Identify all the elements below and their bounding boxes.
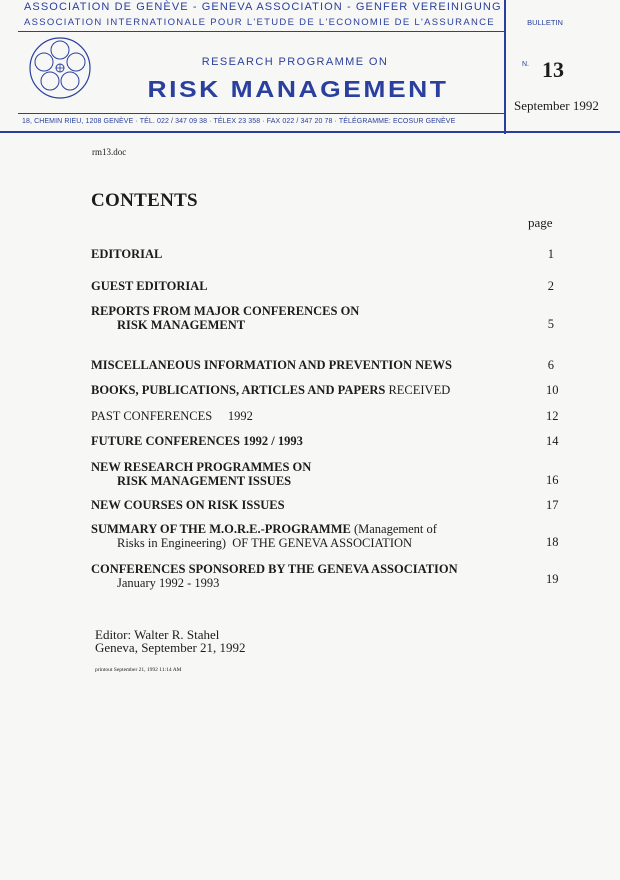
toc-entry-title-continued: RISK MANAGEMENT ISSUES — [117, 474, 292, 488]
file-name: rm13.doc — [92, 147, 127, 157]
geneva-association-logo-icon — [28, 36, 92, 100]
association-subtitle: ASSOCIATION INTERNATIONALE POUR L'ETUDE DE L'ECONOMIE DE L'ASSURANCE — [24, 17, 495, 28]
toc-entry-page: 16 — [546, 473, 559, 487]
toc-entry-page: 5 — [547, 317, 554, 331]
toc-entry-page: 14 — [546, 434, 559, 448]
bulletin-label: BULLETIN — [527, 18, 563, 27]
toc-entry-page: 17 — [546, 498, 559, 512]
toc-entry — [91, 498, 561, 513]
toc-entry-title: BOOKS, PUBLICATIONS, ARTICLES AND PAPERS — [91, 383, 386, 397]
toc-entry-title: NEW COURSES ON RISK ISSUES — [91, 498, 285, 512]
toc-entry — [91, 460, 561, 488]
toc-entry-title-plain: PAST CONFERENCES 1992 — [91, 409, 253, 423]
toc-entry-title-continued: Risks in Engineering) OF THE GENEVA ASSOCIATION — [117, 536, 413, 550]
toc-entry-page: 19 — [546, 572, 559, 586]
toc-entry — [91, 434, 561, 449]
toc-entry-page: 1 — [547, 247, 554, 261]
programme-label: RESEARCH PROGRAMME ON — [201, 56, 389, 68]
bulletin-title: RISK MANAGEMENT — [147, 76, 449, 102]
toc-entry — [91, 247, 561, 262]
toc-entry — [91, 279, 561, 294]
toc-entry-page: 2 — [547, 279, 554, 293]
toc-entry-page: 18 — [546, 535, 559, 549]
header-base-rule — [0, 131, 620, 133]
toc-entry-page: 10 — [546, 383, 559, 397]
header-top-rule — [18, 31, 504, 32]
printout-timestamp: printout September 21, 1992 11:14 AM — [95, 667, 182, 673]
letterhead — [0, 0, 620, 134]
toc-entry — [91, 522, 561, 550]
toc-entry — [91, 409, 561, 424]
contents-heading: CONTENTS — [91, 190, 198, 211]
issue-number: 13 — [542, 57, 564, 82]
toc-entry-title: CONFERENCES SPONSORED BY THE GENEVA ASSOCIATION — [91, 562, 458, 576]
toc-entry-title: NEW RESEARCH PROGRAMMES ON — [91, 460, 312, 474]
page-column-header: page — [528, 215, 553, 230]
toc-entry-title: GUEST EDITORIAL — [91, 279, 208, 293]
header-vertical-rule — [504, 0, 506, 134]
issue-number-label: N. — [522, 61, 529, 68]
toc-entry — [91, 383, 561, 398]
issue-date: September 1992 — [514, 98, 599, 113]
contact-address: 18, CHEMIN RIEU, 1208 GENÈVE · TÉL. 022 / 347 09 38 · TÉLEX 23 358 · FAX 022 / 347 20 78 · TÉLÉGRAMME: ECOSUR GENÈVE — [22, 118, 456, 125]
place-date-line: Geneva, September 21, 1992 — [95, 640, 246, 655]
toc-entry-title: EDITORIAL — [91, 247, 163, 261]
toc-entry-title: MISCELLANEOUS INFORMATION AND PREVENTION NEWS — [91, 358, 452, 372]
toc-entry — [91, 304, 561, 332]
header-bottom-rule — [18, 113, 504, 114]
association-names: ASSOCIATION DE GENÈVE - GENEVA ASSOCIATION - GENFER VEREINIGUNG — [24, 1, 502, 13]
toc-entry-title-plain: RECEIVED — [388, 383, 451, 397]
toc-entry-page: 6 — [547, 358, 554, 372]
toc-entry — [91, 358, 561, 373]
toc-entry-title: FUTURE CONFERENCES 1992 / 1993 — [91, 434, 303, 448]
toc-entry-title-continued: RISK MANAGEMENT — [117, 318, 246, 332]
toc-entry — [91, 562, 561, 590]
toc-entry-page: 12 — [546, 409, 559, 423]
toc-entry-title: SUMMARY OF THE M.O.R.E.-PROGRAMME — [91, 522, 351, 536]
toc-entry-title-continued: January 1992 - 1993 — [117, 576, 220, 590]
toc-entry-title-plain: (Management of — [353, 522, 437, 536]
editor-line: Editor: Walter R. Stahel — [95, 627, 220, 642]
toc-entry-title: REPORTS FROM MAJOR CONFERENCES ON — [91, 304, 360, 318]
editor-block — [95, 628, 246, 654]
